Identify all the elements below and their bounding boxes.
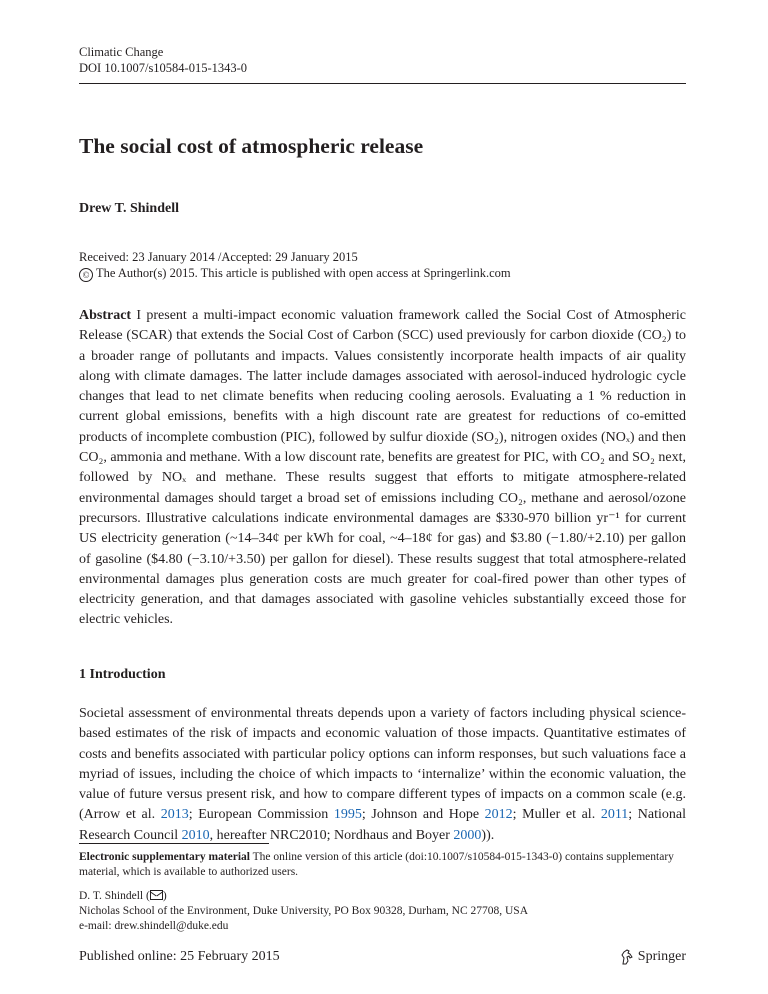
abstract-text: I present a multi-impact economic valuation framework called the Social Cost of Atmospheric Release (SCAR) that extends the Social Cost of Carbon (SCC) used previously for carbon dioxide (CO₂) to a broader range of pollutants and impacts. Values consistently incorporate health impacts of air quality along with climate damages. The latter include damages associated with aerosol-induced hydrologic cycle changes that lead to net climate benefits when reducing cooling aerosols. Evaluating a 1 % reduction in current global emissions, benefits with a high discount rate are greatest for reductions of co-emitted products of incomplete combustion (PIC), followed by sulfur dioxide (SO₂), nitrogen oxides (NOₓ) and then CO₂, ammonia and methane. With a low discount rate, benefits are greatest for PIC, with CO₂ and SO₂ next, followed by NOₓ and methane. These results suggest that efforts to mitigate atmosphere-related environmental damages should target a broad set of emissions including CO₂, methane and aerosol/ozone precursors. Illustrative calculations indicate environmental damages are $330-970 billion yr⁻¹ for current US electricity generation (~14–34¢ per kWh for coal, ~4–18¢ for gas) and $3.80 (−1.80/+2.10) per gallon of gasoline ($4.80 (−3.10/+3.50) per gallon for diesel). These results suggest that total atmosphere-related environmental damages plus generation costs are much greater for coal-fired power than other types of electricity generation, and that damages associated with gasoline vehicles substantially exceed those for electric vehicles. bbox=[79, 308, 687, 628]
citation-link[interactable]: 2013 bbox=[160, 807, 189, 823]
esm-text: The online version of this article (doi:10.1007/s10584-015-1343-0) contains supplementary material, which is available to authorized users. bbox=[79, 851, 674, 878]
citation-link[interactable]: 2000 bbox=[453, 827, 482, 843]
author-email[interactable]: e-mail: drew.shindell@duke.edu bbox=[79, 920, 229, 932]
article-page bbox=[79, 0, 686, 994]
introduction-paragraph: Societal assessment of environmental threats depends upon a variety of factors including physical science-based estimates of the risk of impacts and economic valuation of those impacts. Quantitative estimates of costs and benefits associated with particular policy options can inform responses, but such valuations face a myriad of issues, including the choice of which impacts to ‘internalize’ within the economic valuation, the value of future versus present risk, and how to compare different types of impacts on a common scale (e.g. (Arrow et al. 2013; European Commission 1995; Johnson and Hope 2012; Muller et al. 2011; National Research Council 2010, hereafter NRC2010; Nordhaus and Boyer 2000)). bbox=[79, 706, 687, 843]
citation-link[interactable]: 2012 bbox=[484, 807, 513, 823]
supplementary-note bbox=[79, 850, 686, 880]
envelope-icon bbox=[150, 890, 163, 900]
copyright-text: The Author(s) 2015. This article is published with open access at Springerlink.com bbox=[96, 266, 511, 280]
doi-line: DOI 10.1007/s10584-015-1343-0 bbox=[79, 61, 248, 75]
running-head bbox=[79, 44, 247, 76]
article-dates bbox=[79, 249, 511, 282]
springer-horse-icon bbox=[620, 949, 634, 965]
copyright-line bbox=[79, 265, 511, 282]
journal-name: Climatic Change bbox=[79, 45, 164, 59]
copyright-icon: © bbox=[79, 268, 93, 282]
header-divider bbox=[79, 83, 686, 84]
publisher-logo bbox=[620, 948, 686, 966]
esm-label: Electronic supplementary material bbox=[79, 851, 250, 863]
abstract-label: Abstract bbox=[79, 308, 132, 323]
section-heading-introduction: 1 Introduction bbox=[79, 667, 166, 682]
affiliation-address: Nicholas School of the Environment, Duke University, PO Box 90328, Durham, NC 27708, USA bbox=[79, 905, 528, 917]
citation-link[interactable]: 2011 bbox=[600, 807, 629, 823]
author-name: Drew T. Shindell bbox=[79, 201, 179, 216]
author-affiliation bbox=[79, 889, 686, 934]
footnote-divider bbox=[79, 843, 269, 844]
published-date: Published online: 25 February 2015 bbox=[79, 949, 280, 964]
corresponding-author: D. T. Shindell ( ) bbox=[79, 890, 167, 902]
citation-link[interactable]: 1995 bbox=[333, 807, 362, 823]
publisher-name: Springer bbox=[637, 949, 686, 964]
received-accepted: Received: 23 January 2014 /Accepted: 29 January 2015 bbox=[79, 250, 358, 264]
citation-link[interactable]: 2010 bbox=[181, 827, 210, 843]
abstract bbox=[79, 306, 686, 631]
article-title: The social cost of atmospheric release bbox=[79, 134, 424, 158]
